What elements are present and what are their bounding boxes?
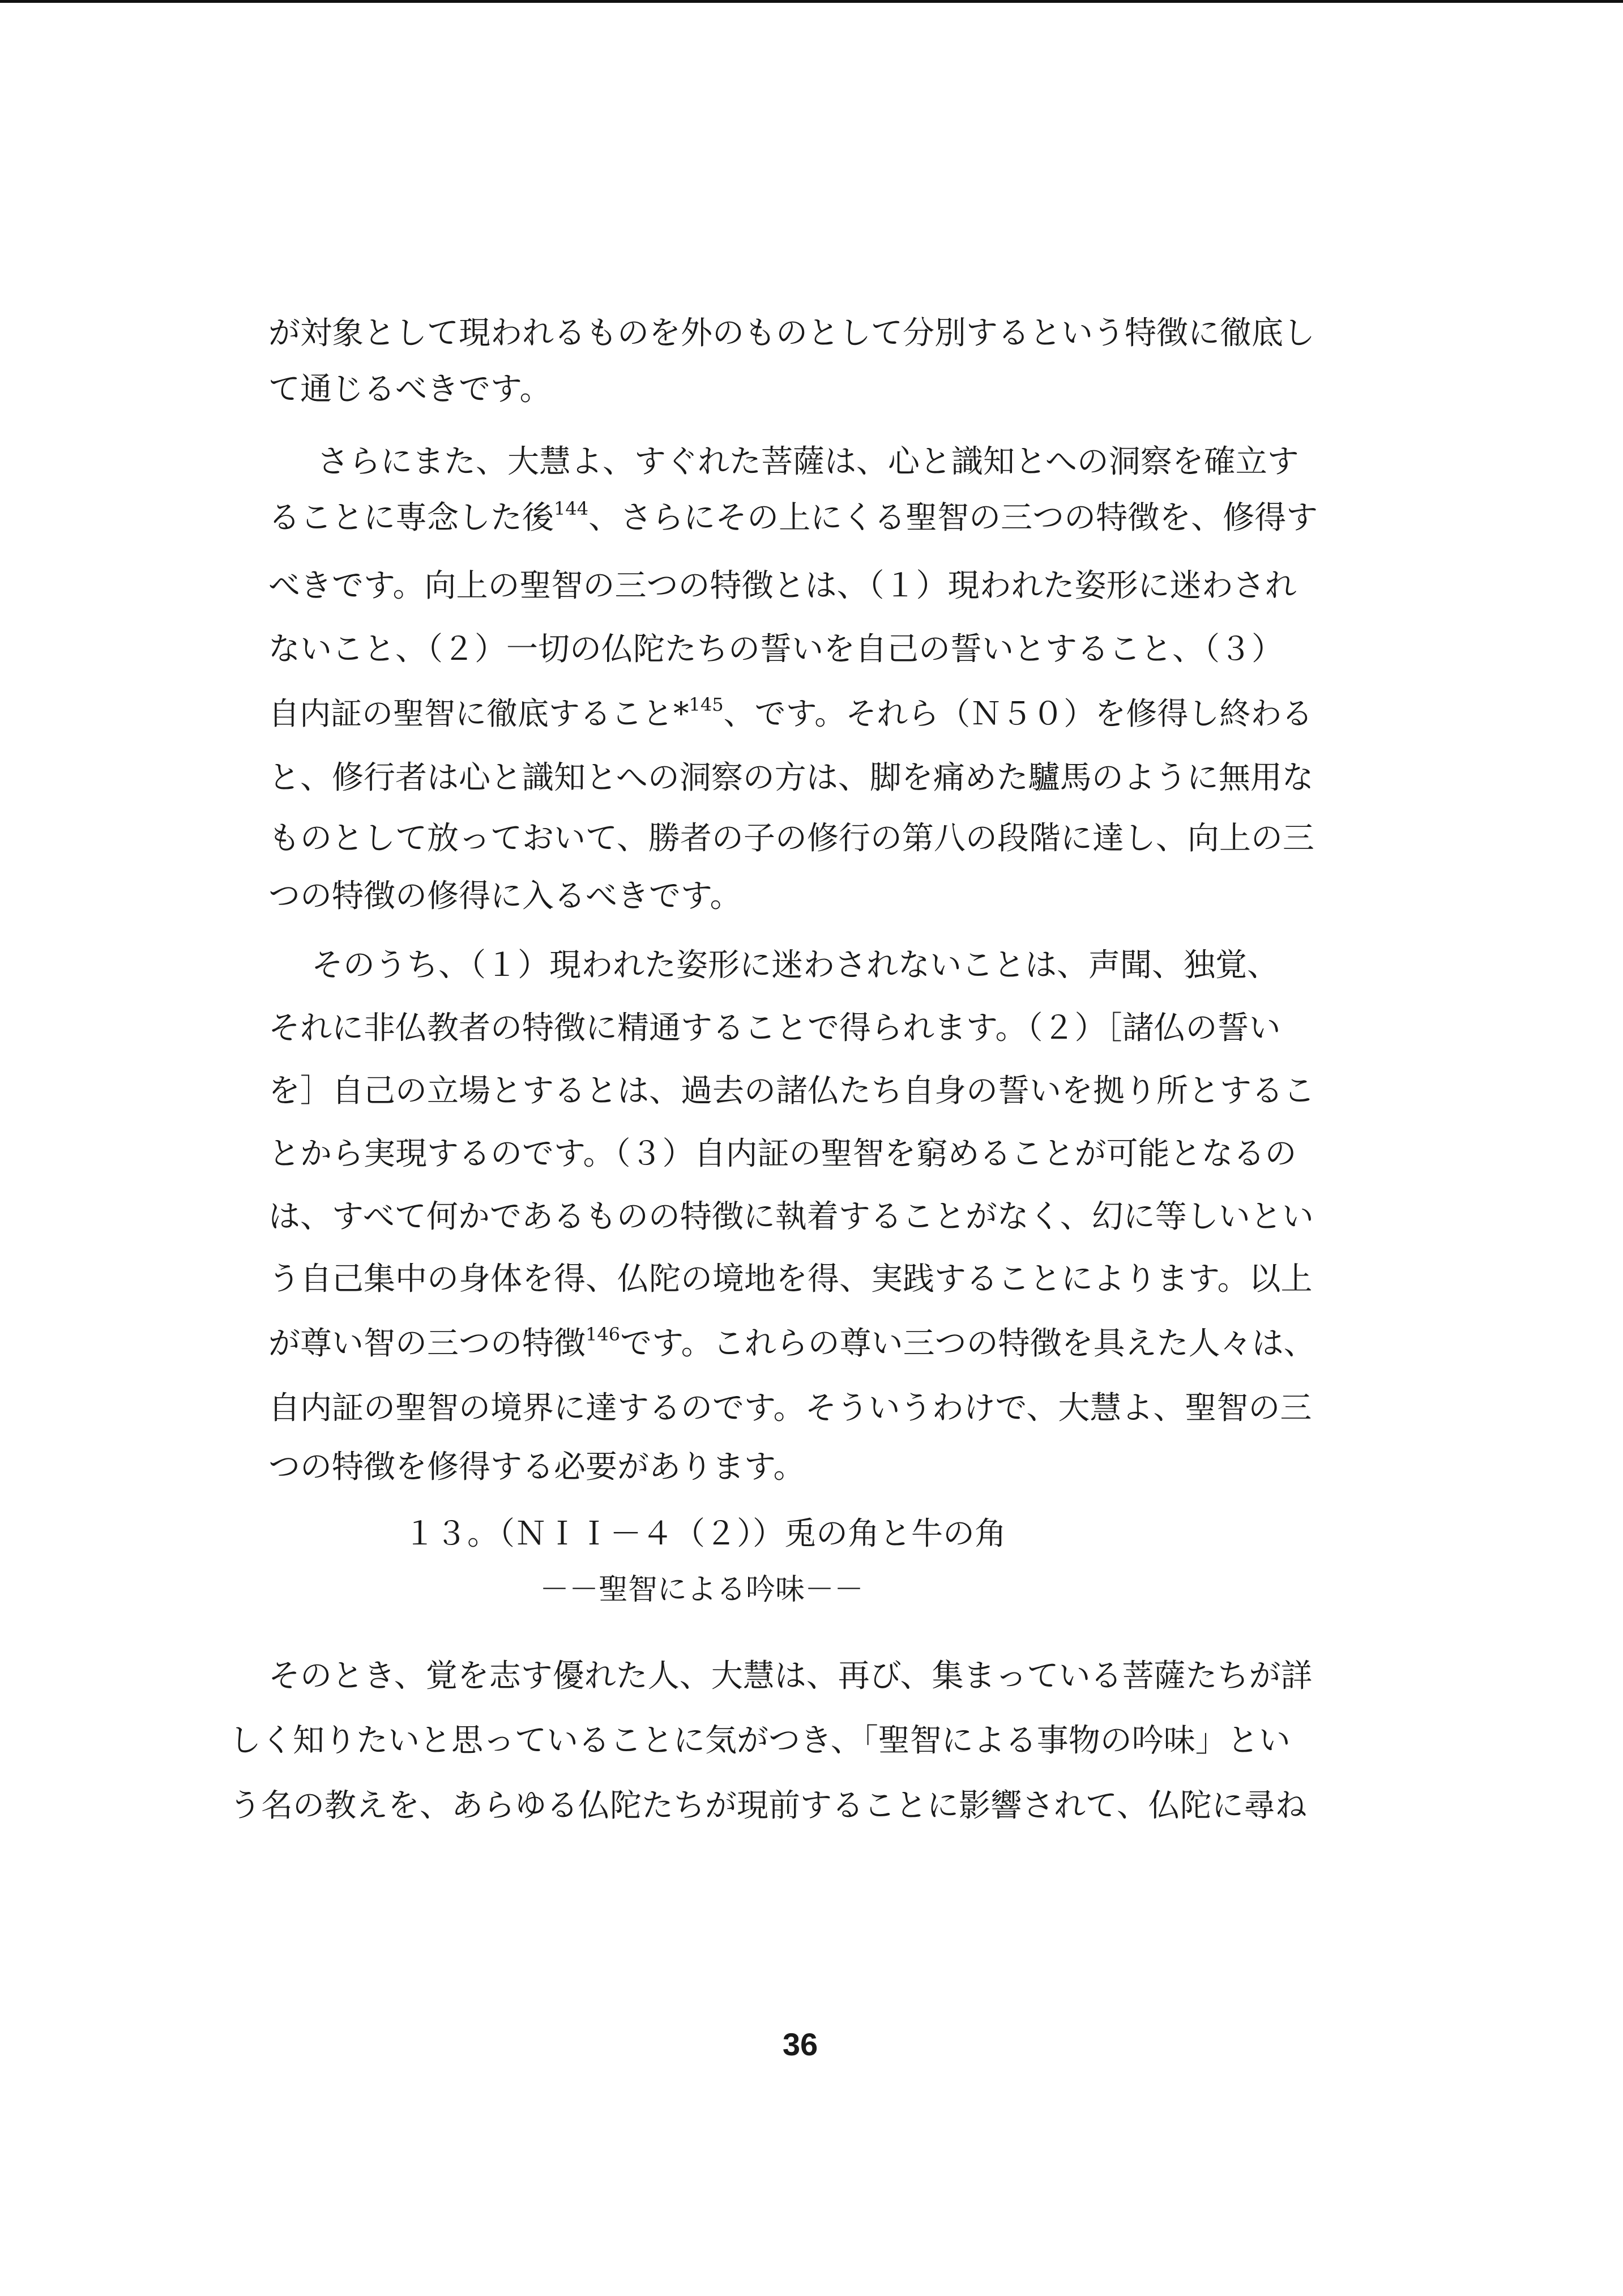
paragraph-3-line-3: を］自己の立場とするとは、過去の諸仏たち自身の誓いを拠り所とするこ: [268, 1073, 1315, 1109]
paragraph-2-line-6: と、修行者は心と識知とへの洞察の方は、脚を痛めた驢馬のように無用な: [268, 759, 1314, 796]
paragraph-3-line-2: それに非仏教者の特徴に精通することで得られます。（２）［諸仏の誓い: [268, 1010, 1281, 1047]
paragraph-4-line-1: そのとき、覚を志す優れた人、大慧は、再び、集まっている菩薩たちが詳: [268, 1658, 1313, 1695]
footnote-ref-145: 145: [689, 694, 724, 715]
footnote-ref-144: 144: [554, 498, 589, 519]
paragraph-4-line-3: う名の教えを、あらゆる仏陀たちが現前することに影響されて、仏陀に尋ね: [229, 1787, 1307, 1824]
paragraph-4-line-2: しく知りたいと思っていることに気がつき、「聖智による事物の吟味」とい: [229, 1722, 1291, 1759]
paragraph-2-line-5: 自内証の聖智に徹底すること*$^{145}$、です。それら（Ｎ５０）を修得し終わる: [268, 694, 1313, 732]
paragraph-3-line-1: そのうち、（１）現われた姿形に迷わされないことは、声聞、独覚、: [311, 947, 1279, 984]
paragraph-2-line-8: つの特徴の修得に入るべきです。: [268, 878, 742, 915]
paragraph-3-line-8: 自内証の聖智の境界に達するのです。そういうわけで、大慧よ、聖智の三: [268, 1390, 1312, 1427]
section-heading: １３。（ＮＩＩ－４（２））兎の角と牛の角: [404, 1516, 1006, 1552]
paragraph-2-line-1: さらにまた、大慧よ、すぐれた菩薩は、心と識知とへの洞察を確立す: [317, 443, 1299, 480]
paragraph-3-line-4: とから実現するのです。（３）自内証の聖智を窮めることが可能となるの: [268, 1136, 1297, 1172]
paragraph-2-line-2: ることに専念した後$^{144}$、さらにその上にくる聖智の三つの特徴を、修得す: [268, 498, 1318, 536]
footnote-ref-146: 146: [586, 1324, 621, 1345]
paragraph-3-line-6: う自己集中の身体を得、仏陀の境地を得、実践することによります。以上: [268, 1261, 1313, 1298]
section-subheading: －－聖智による吟味－－: [540, 1573, 864, 1607]
paragraph-1-line-1: が対象として現われるものを外のものとして分別するという特徴に徹底し: [268, 315, 1315, 352]
paragraph-1-line-2: て通じるべきです。: [268, 371, 552, 408]
paragraph-3-line-5: は、すべて何かであるものの特徴に執着することがなく、幻に等しいとい: [268, 1198, 1314, 1235]
paragraph-2-line-7: ものとして放っておいて、勝者の子の修行の第八の段階に達し、向上の三: [268, 820, 1314, 857]
top-border-rule: [0, 0, 1623, 3]
page-number: 36: [782, 2026, 818, 2062]
paragraph-2-line-4: ないこと、（２）一切の仏陀たちの誓いを自己の誓いとすること、（３）: [268, 631, 1283, 668]
paragraph-3-line-7: が尊い智の三つの特徴$^{146}$です。これらの尊い三つの特徴を具えた人々は、: [268, 1324, 1316, 1362]
paragraph-3-line-9: つの特徴を修得する必要があります。: [268, 1449, 805, 1486]
paragraph-2-line-3: べきです。向上の聖智の三つの特徴とは、（１）現われた姿形に迷わされ: [268, 567, 1297, 604]
